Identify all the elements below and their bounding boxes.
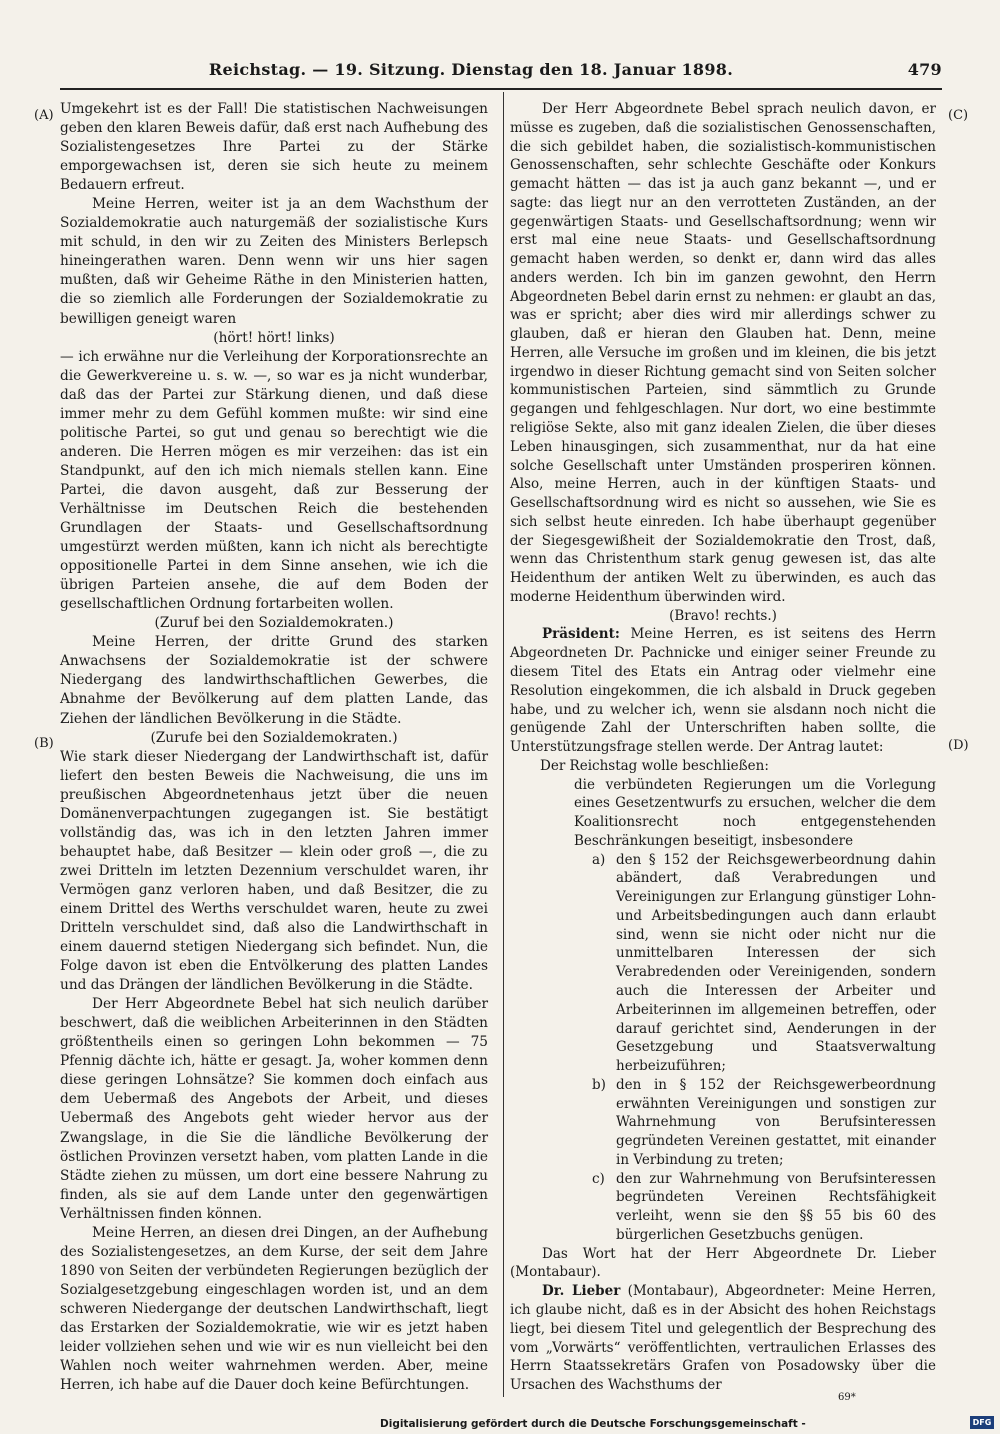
margin-marker-a: (A) bbox=[34, 108, 54, 123]
motion-text bbox=[510, 776, 936, 851]
interjection bbox=[510, 607, 936, 626]
paragraph-text: den § 152 der Reichsgewerbeordnung dahin abändert, daß Verabredungen und Vereinigungen zur Erlangung günstiger Lohn- und Arbeitsbedingungen auch dann erlaubt sind, wenn sie nicht oder nicht nur die unmittelbaren Interessen der sich Verabredenden oder Vereinigenden, sondern auch die Interessen der Arbeiter und Arbeiterinnen im allgemeinen betreffen, oder darauf gerichtet sind, Aenderungen in der Gesetzgebung und Staatsverwaltung herbeizuführen; bbox=[616, 851, 936, 1075]
margin-marker-c: (C) bbox=[948, 108, 969, 123]
motion-heading bbox=[510, 757, 936, 776]
running-head: Reichstag. — 19. Sitzung. Dienstag den 18. Januar 1898. bbox=[208, 60, 734, 79]
paragraph-text: Meine Herren, weiter ist ja an dem Wachsthum der Sozialdemokratie auch naturgemäß der sozialistische Kurs mit schuld, in den wir zu Zeiten des Ministers Berlepsch hineingerathen waren. Denn wenn wir uns hier sagen mußten, daß wir Geheime Räthe in den Ministerien hatten, die so ziemlich alle Forderungen der Sozialdemokratie zu bewilligen geneigt waren bbox=[60, 196, 488, 327]
paragraph-text: (Bravo! rechts.) bbox=[669, 607, 777, 624]
paragraph bbox=[60, 100, 488, 195]
motion-item-label: b) bbox=[592, 1076, 606, 1093]
paragraph bbox=[60, 348, 488, 615]
motion-item bbox=[510, 851, 936, 1076]
paragraph-text: Meine Herren, es ist seitens des Herrn Abgeordneten Dr. Pachnicke und einiger seiner Freunde zu diesem Titel des Etats ein Antrag oder vielmehr eine Resolution eingekommen, die ich alsbald in Druck gegeben habe, und zu welcher ich, wenn sie alsdann noch nicht die genügende Zahl der Unterschriften haben sollte, die Unterstützungsfrage stellen werde. Der Antrag lautet: bbox=[510, 626, 936, 756]
paragraph-text: den zur Wahrnehmung von Berufsinteressen begründeten Vereinen Rechtsfähigkeit verleiht, wenn sie den §§ 55 bis 60 des bürgerlichen Gesetzbuchs genügen. bbox=[616, 1170, 936, 1243]
paragraph-text: die verbündeten Regierungen um die Vorlegung eines Gesetzentwurfs zu ersuchen, welcher die dem Koalitionsrecht noch entgegenstehenden Beschränkungen beseitigt, insbesondere bbox=[574, 776, 936, 849]
digitization-credit: Digitalisierung gefördert durch die Deutsche Forschungsgemeinschaft - bbox=[380, 1418, 806, 1430]
paragraph-text: (hört! hört! links) bbox=[213, 329, 335, 346]
paragraph bbox=[510, 625, 936, 756]
speaker-name: Präsident: bbox=[542, 626, 620, 643]
paragraph-text: (Zurufe bei den Sozialdemokraten.) bbox=[150, 729, 398, 746]
interjection bbox=[60, 729, 488, 748]
paragraph-text: (Montabaur), Abgeordneter: Meine Herren, ich glaube nicht, daß es in der Absicht des hohen Reichstags liegt, bei diesem Titel und gelegentlich der Besprechung des vom „Vorwärts“ veröffentlichten, vertraulichen Erlasses des Herrn Staatssekretärs Grafen von Posadowsky über die Ursachen des Wachsthums der bbox=[510, 1283, 936, 1394]
margin-marker-b: (B) bbox=[34, 736, 54, 751]
interjection bbox=[60, 614, 488, 633]
paragraph-text: Der Reichstag wolle beschließen: bbox=[540, 757, 769, 774]
margin-marker-d: (D) bbox=[948, 738, 969, 753]
column-divider bbox=[503, 92, 504, 1397]
left-column bbox=[60, 100, 488, 1395]
paragraph-text: Der Herr Abgeordnete Bebel sprach neulich davon, er müsse es zugeben, daß die sozialistischen Genossenschaften, die sich gebildet haben, die sozialistisch-kommunistischen Genossenschaften, sehr schlechte Geschäfte oder Konkurs gemacht hätten — das ist ja auch ganz bekannt —, und er sagte: das liegt nur an den verrotteten Zuständen, an der gegenwärtigen Staats- und Gesellschaftsordnung; wenn wir erst mal eine neue Staats- und Gesellschaftsordnung gemacht haben werden, so denkt er, dann wird das alles anders werden. Ich bin im ganzen gewohnt, den Herrn Abgeordneten Bebel darin ernst zu nehmen: er glaubt an das, was er spricht; aber dies wird mir allerdings schwer zu glauben, daß er hieran den Glauben hat. Denn, meine Herren, alle Versuche im großen und im kleinen, die bis jetzt irgendwo in dieser Richtung gemacht sind von Seiten solcher kommunistischen Parteien, sind sämmtlich zu Grunde gegangen und fehlgeschlagen. Nur dort, wo eine bestimmte religiöse Sekte, also mit ganz idealen Zielen, die über dieses Leben hinausgingen, sich zusammenthat, nur da hat eine solche Gesellschaft unter Umständen prosperiren können. Also, meine Herren, auch in der künftigen Staats- und Gesellschaftsordnung wird es nicht so aussehen, wie Sie es sich selbst heute einreden. Ich habe überhaupt gegenüber der Siegesgewißheit der Sozialdemokratie den Trost, daß, wenn das Christenthum stark genug gewesen ist, das alte Heidenthum der antiken Welt zu überwinden, es auch das moderne Heidenthum überwinden wird. bbox=[510, 101, 936, 605]
paragraph bbox=[60, 995, 488, 1224]
paragraph bbox=[60, 633, 488, 728]
paragraph bbox=[60, 1224, 488, 1395]
interjection bbox=[60, 329, 488, 348]
paragraph-text: Der Herr Abgeordnete Bebel hat sich neulich darüber beschwert, daß die weiblichen Arbeiterinnen in den Städten größtentheils einen so geringen Lohn bekommen — 75 Pfennig dächte ich, hätte er gesagt. Ja, woher kommen denn diese geringen Lohnsätze? Sie kommen doch einfach aus dem Uebermaß des Angebots der Arbeit, und dieses Uebermaß des Angebots geht wieder hervor aus der Zwangslage, in die Sie die ländliche Bevölkerung der östlichen Provinzen versetzt haben, vom platten Lande in die Städte ziehen zu müssen, um dort eine bessere Nahrung zu finden, als sie auf dem Lande unter den gegenwärtigen Verhältnissen finden können. bbox=[60, 996, 488, 1222]
speaker-name: Dr. Lieber bbox=[542, 1283, 621, 1300]
paragraph-text: Das Wort hat der Herr Abgeordnete Dr. Lieber (Montabaur). bbox=[510, 1245, 936, 1281]
paragraph bbox=[510, 1245, 936, 1283]
motion-item bbox=[510, 1170, 936, 1245]
paragraph-text: Wie stark dieser Niedergang der Landwirthschaft ist, dafür liefert den besten Beweis die Nachweisung, die uns im preußischen Abgeordnetenhaus jetzt über die neuen Domänenverpachtungen zugegangen ist. Sie bestätigt vollständig das, was ich in den letzten Jahren immer behauptet habe, daß Besitzer — klein oder groß —, die zu zwei Dritteln im letzten Dezennium verschuldet waren, ihr Vermögen ganz verloren haben, und daß Besitzer, die zu einem Drittel des Werths verschuldet waren, heute zu zwei Dritteln verschuldet sind, daß also die Landwirthschaft in einem dauernd stetigen Niedergang sich befindet. Nun, die Folge davon ist eben die Entvölkerung des platten Landes und das Drängen der ländlichen Bevölkerung in die Städte. bbox=[60, 748, 488, 994]
paragraph-text: den in § 152 der Reichsgewerbeordnung erwähnten Vereinigungen und sonstigen zur Wahrnehmung von Berufsinteressen gegründeten Vereinen gestattet, mit einander in Verbindung zu treten; bbox=[616, 1076, 936, 1168]
dfg-logo: DFG bbox=[970, 1416, 994, 1429]
paragraph-text: Meine Herren, der dritte Grund des starken Anwachsens der Sozialdemokratie ist der schwere Niedergang des landwirthschaftlichen Gewerbes, die Abnahme der Bevölkerung auf dem platten Lande, das Ziehen der ländlichen Bevölkerung in die Städte. bbox=[60, 634, 488, 727]
paragraph-text: Umgekehrt ist es der Fall! Die statistischen Nachweisungen geben den klaren Beweis dafür, daß erst nach Aufhebung des Sozialistengesetzes Ihre Partei zu der Stärke emporgewachsen ist, deren sie sich heute zu meinem Bedauern erfreut. bbox=[60, 101, 488, 194]
motion-item-label: a) bbox=[592, 851, 606, 868]
paragraph-text: (Zuruf bei den Sozialdemokraten.) bbox=[154, 615, 394, 632]
paragraph-text: — ich erwähne nur die Verleihung der Korporationsrechte an die Gewerkvereine u. s. w. —, so war es ja nicht wunderbar, daß das der Partei zur Stärkung dienen, und daß diese immer mehr zu dem Gefühl kommen mußte: wir sind eine politische Partei, so gut und genau so berechtigt wie die anderen. Die Herren mögen es mir verzeihen: das ist ein Standpunkt, auf den ich mich niemals stellen kann. Eine Partei, die davon ausgeht, daß zur Besserung der Verhältnisse im Deutschen Reich die bestehenden Grundlagen der Staats- und Gesellschaftsordnung umgestürzt werden müßten, kann ich nicht als berechtigte oppositionelle Partei in dem Sinne ansehen, wie ich die übrigen Parteien ansehe, die auf dem Boden der gesellschaftlichen Ordnung fortarbeiten wollen. bbox=[60, 348, 488, 613]
motion-item bbox=[510, 1076, 936, 1170]
page-number: 479 bbox=[907, 60, 942, 79]
paragraph bbox=[60, 195, 488, 328]
right-column bbox=[510, 100, 936, 1395]
page-header bbox=[60, 60, 942, 86]
paragraph-text: Meine Herren, an diesen drei Dingen, an der Aufhebung des Sozialistengesetzes, an dem Kurse, der seit dem Jahre 1890 von Seiten der verbündeten Regierungen bezüglich der Sozialgesetzgebung eingeschlagen worden ist, und an dem schweren Niedergange der deutschen Landwirthschaft, liegt das Erstarken der Sozialdemokratie, wie wir es jetzt haben leider vollziehen sehen und wie wir es nun vielleicht bei den Wahlen noch weiter wahrnehmen werden. Aber, meine Herren, ich habe auf die Dauer doch keine Befürchtungen. bbox=[60, 1224, 488, 1394]
paragraph bbox=[510, 1282, 936, 1395]
motion-item-label: c) bbox=[592, 1170, 605, 1187]
header-rule bbox=[60, 88, 942, 90]
signature-mark: 69* bbox=[838, 1392, 856, 1403]
paragraph bbox=[510, 100, 936, 607]
paragraph bbox=[60, 748, 488, 996]
